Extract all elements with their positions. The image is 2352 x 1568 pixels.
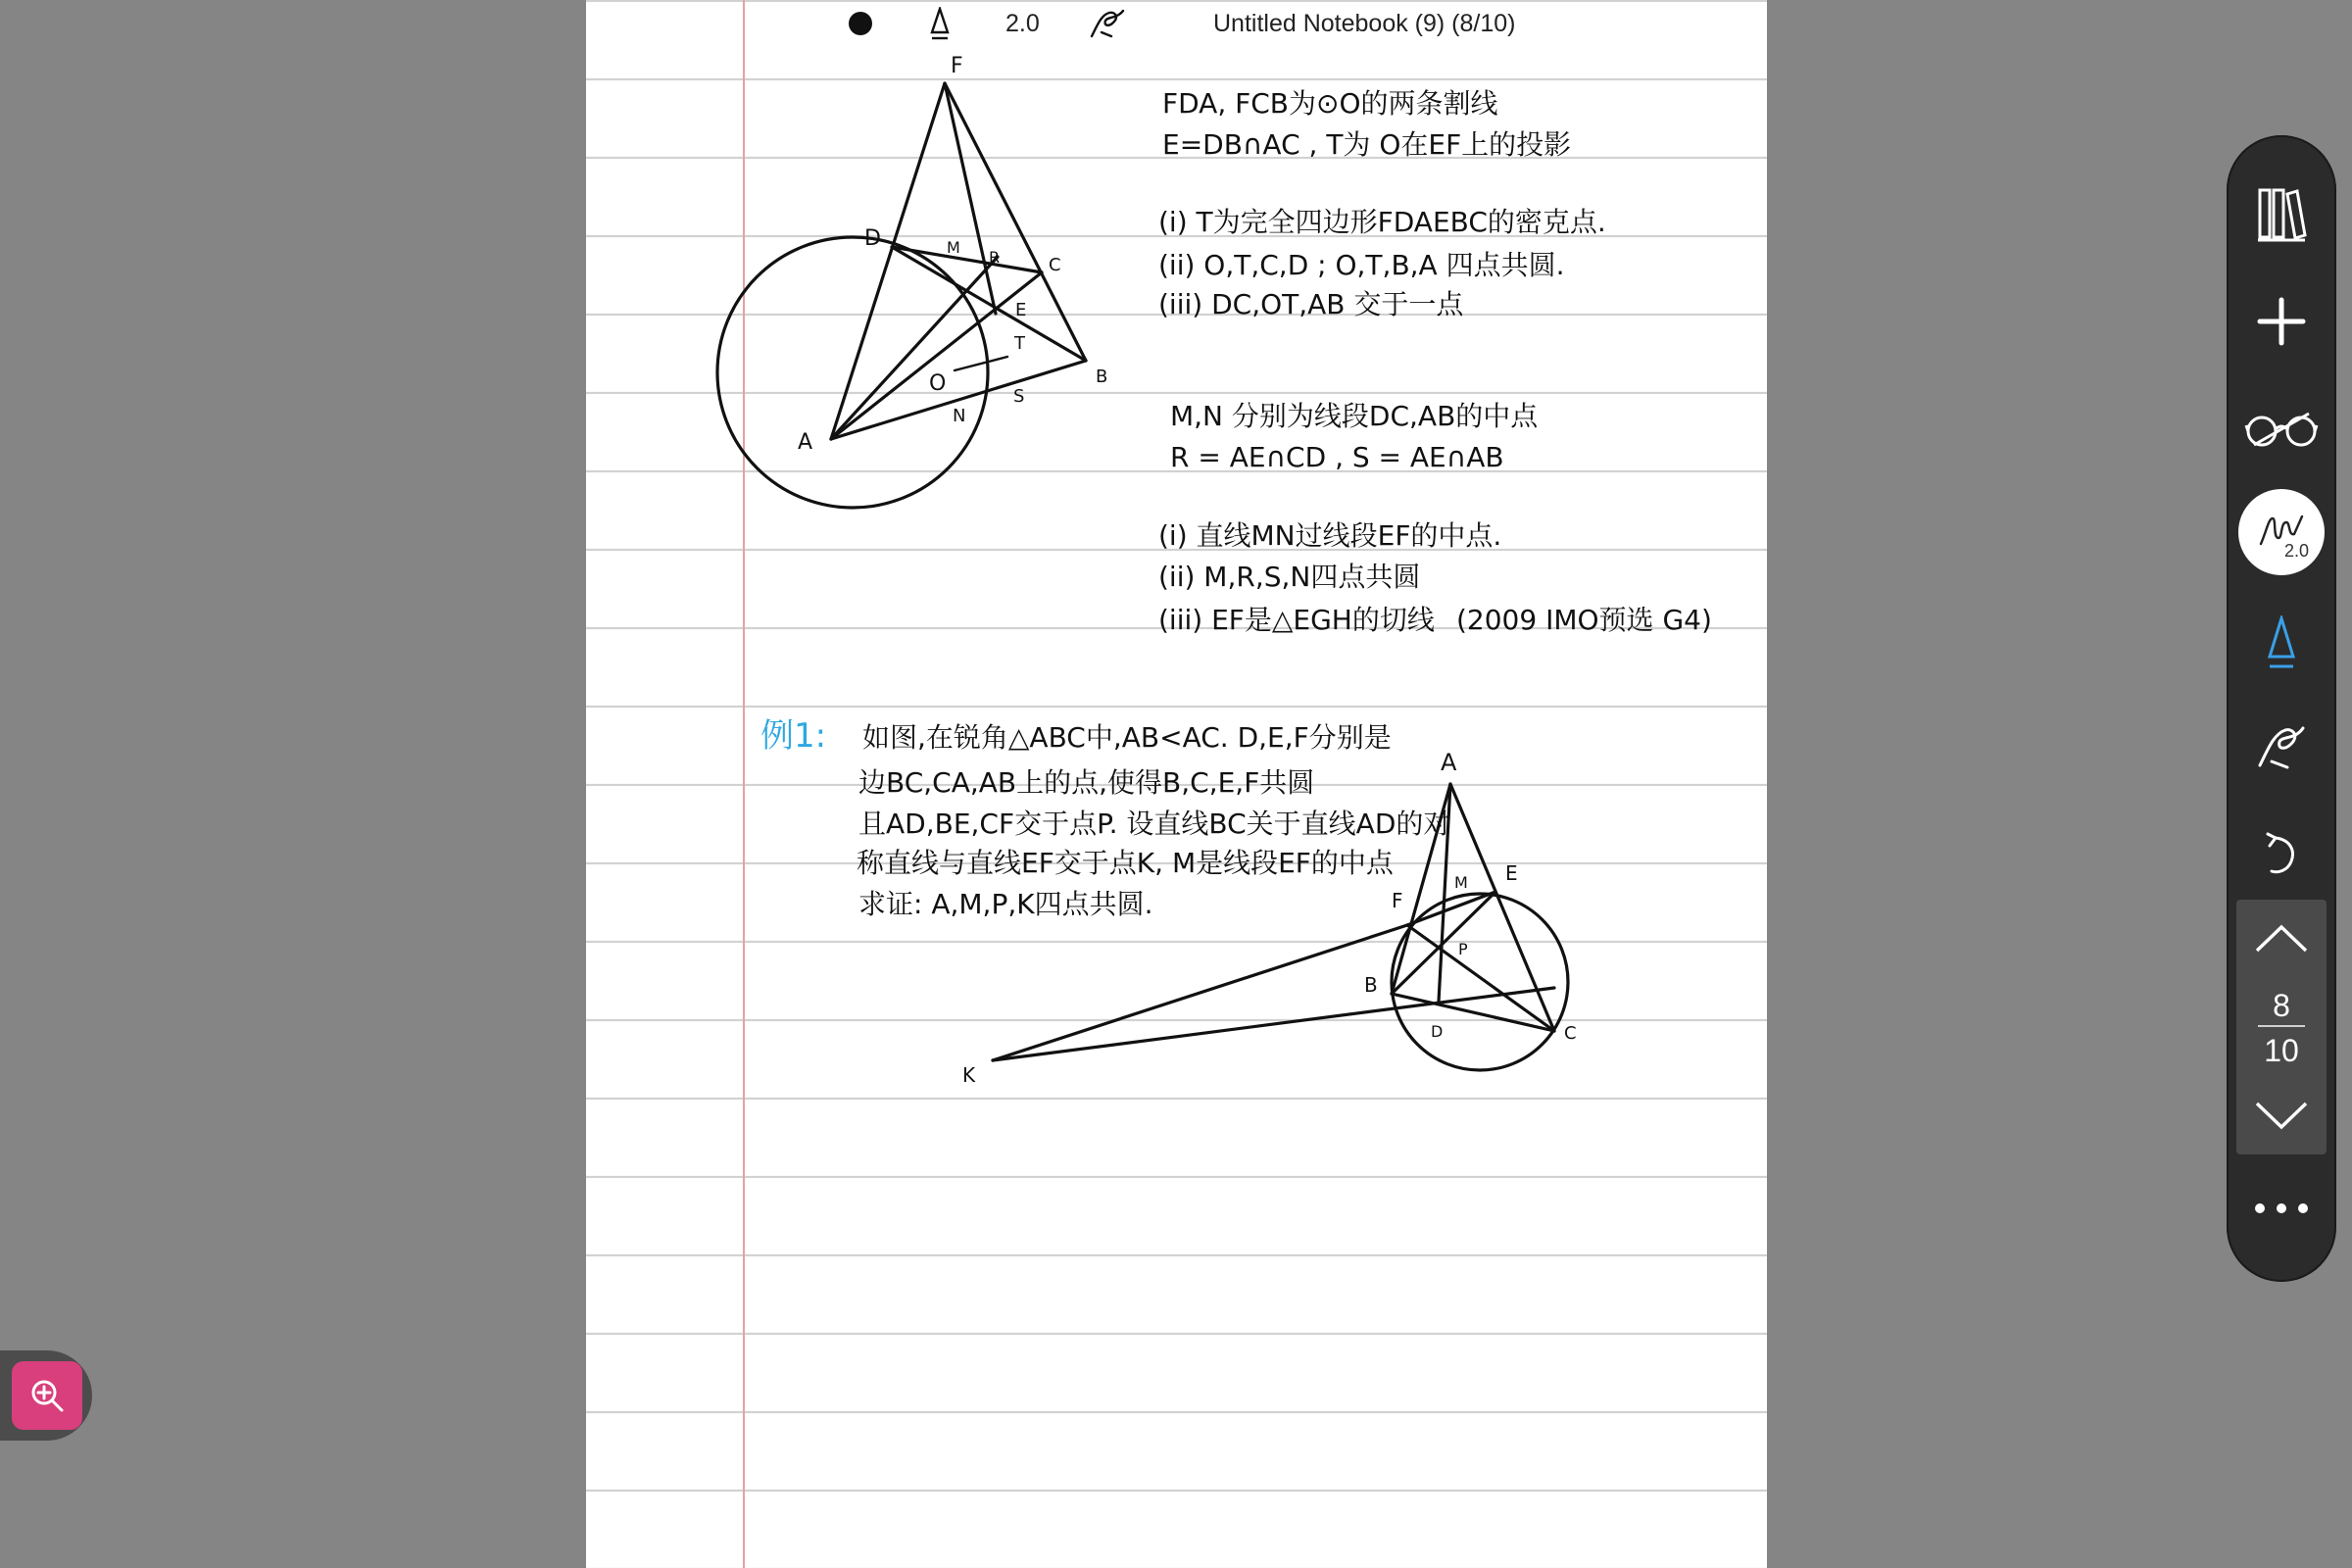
fig1-label-8: B [1096,367,1108,387]
pen-size-readout: 2.0 [1005,9,1040,37]
problem1-line-7: (i) 直线MN过线段EF的中点. [1158,519,1502,552]
segment-OT [955,357,1007,370]
example-line-2: 且AD,BE,CF交于点P. 设直线BC关于直线AD的对 [858,808,1451,840]
more-icon [2254,1202,2309,1214]
fig2-label-8: K [962,1063,976,1087]
page-navigator [2236,900,2327,1154]
fig2-label-4: P [1458,940,1468,958]
fig1-label-6: T [1014,333,1025,354]
problem1-line-4: (iii) DC,OT,AB 交于一点 [1158,288,1464,320]
pen-size-button[interactable] [2227,483,2336,581]
fig1-label-5: E [1015,300,1027,320]
problem1-line-9: (iii) EF是△EGH的切线 [1158,604,1435,636]
fig1-label-9: S [1013,386,1025,407]
problem1-line-5: M,N 分别为线段DC,AB的中点 [1170,400,1539,432]
handwriting-canvas[interactable] [586,0,1767,1568]
problem1-line-10: (2009 IMO预选 G4) [1456,604,1712,636]
zoom-button[interactable] [12,1361,82,1430]
problem1-line-8: (ii) M,R,S,N四点共圆 [1158,561,1421,593]
fig2-label-0: A [1441,749,1457,776]
example-line-4: 求证: A,M,P,K四点共圆. [858,888,1153,920]
fig1-label-10: N [953,406,966,426]
add-icon [2256,296,2307,347]
notebook-page[interactable] [586,0,1767,1568]
segment-AC [831,272,1042,439]
segment-AR [831,257,998,439]
fig2-label-5: B [1364,973,1378,997]
signature-icon[interactable] [1088,0,1127,47]
problem-1-text [1158,87,1712,636]
segment-AB [831,361,1086,439]
more-button[interactable] [2227,1174,2336,1243]
pen-tip-icon [2265,615,2298,670]
glasses-icon [2244,406,2319,449]
fig1-label-3: R [989,248,1001,267]
pen-size-label: 2.0 [2283,541,2309,561]
fig2-label-3: F [1392,889,1403,912]
fig1-label-11: A [798,430,813,455]
example-tag: 例1: [760,716,827,756]
fig1-label-7: O [929,371,947,396]
fig1-label-2: M [947,238,960,257]
example-line-0: 如图,在锐角△ABC中,AB<AC. D,E,F分别是 [862,721,1392,754]
example-line-3: 称直线与直线EF交于点K, M是线段EF的中点 [857,847,1394,879]
document-title: Untitled Notebook (9) (8/10) [1213,9,1516,37]
fig1-label-1: D [864,226,881,251]
fig2-label-6: D [1431,1022,1444,1041]
segment-FE2 [1407,892,1495,925]
problem1-line-3: (ii) O,T,C,D ; O,T,B,A 四点共圆. [1158,249,1565,281]
fig1-label-0: F [951,54,963,78]
next-page-button[interactable] [2236,1092,2327,1141]
previous-page-button[interactable] [2236,913,2327,962]
current-page-number: 8 [2273,988,2290,1023]
undo-icon [2262,828,2301,879]
pen-tip-icon[interactable] [929,0,951,47]
problem1-line-2: (i) T为完全四边形FDAEBC的密克点. [1158,206,1606,238]
chevron-up-icon [2255,923,2308,953]
problem1-line-0: FDA, FCB为⊙O的两条割线 [1162,87,1498,120]
chevron-down-icon [2255,1102,2308,1131]
fig2-label-2: E [1505,861,1518,885]
read-mode-button[interactable] [2227,388,2336,466]
segment-KL2 [993,988,1554,1060]
page-separator [2258,1025,2305,1027]
example-line-1: 边BC,CA,AB上的点,使得B,C,E,F共圆 [858,766,1315,799]
problem1-line-6: R = AE∩CD , S = AE∩AB [1170,441,1504,473]
add-page-button[interactable] [2227,282,2336,361]
segment-KF2 [993,925,1407,1060]
signature-icon [2254,722,2309,773]
fig2-label-7: C [1564,1023,1577,1044]
library-button[interactable] [2227,174,2336,253]
zoom-dock [0,1350,92,1441]
library-icon [2256,184,2307,243]
right-toolbar [2227,135,2336,1282]
figure-1 [717,83,1086,508]
zoom-in-icon [29,1378,65,1413]
problem1-line-1: E=DB∩AC , T为 O在EF上的投影 [1162,128,1572,161]
pen-color-dot[interactable] [849,0,872,47]
fig2-label-1: M [1454,873,1468,892]
example-1-text [760,716,1450,920]
pen-tool-button[interactable] [2227,604,2336,682]
total-pages-number: 10 [2264,1033,2299,1068]
fig1-label-4: C [1049,255,1061,275]
top-status-bar [586,0,1767,47]
undo-button[interactable] [2227,814,2336,893]
signature-tool-button[interactable] [2227,709,2336,787]
